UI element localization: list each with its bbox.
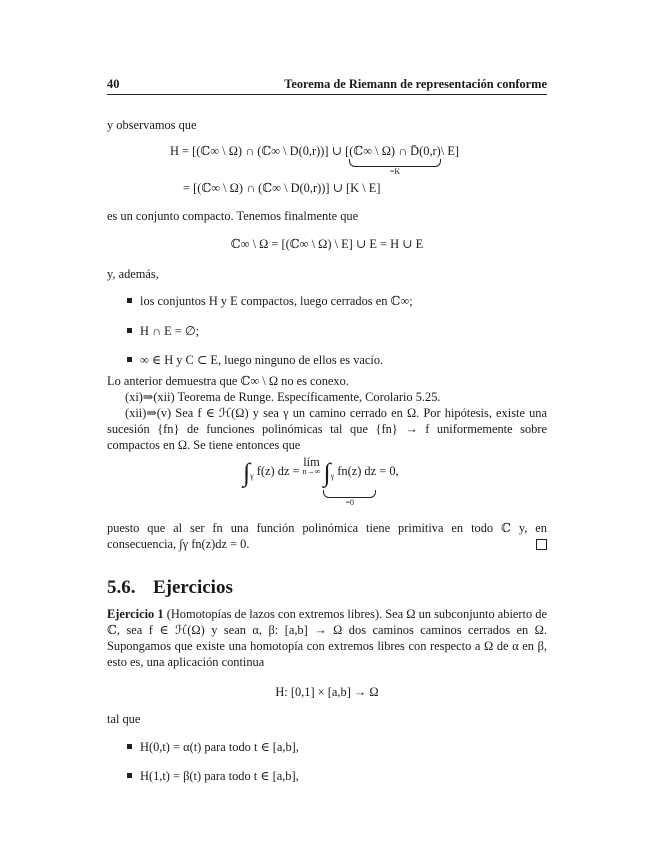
- running-title: Teorema de Riemann de representación conforme: [284, 77, 547, 91]
- section-number: 5.6.: [107, 577, 136, 598]
- running-header: [107, 76, 547, 95]
- limit: lím n→∞: [302, 455, 321, 477]
- integral-brace-content: fn(z) dz: [337, 464, 377, 478]
- paragraph-puesto: puesto que al ser fn una función polinómica tiene primitiva en todo ℂ y, en consecuencia, ∫γ fn(z)dz = 0.: [107, 521, 547, 552]
- equation-H-line1: [170, 143, 460, 177]
- list-item: ∞ ∈ H y C ⊂ E, luego ninguno de ellos es vacío.: [127, 352, 547, 368]
- equation-H-line2: = [(ℂ∞ \ Ω) ∩ (ℂ∞ \ D(0,r))] ∪ [K \ E]: [183, 181, 381, 195]
- bullet-list-2: [127, 739, 547, 784]
- bullet-square-icon: [127, 328, 132, 333]
- list-item: los conjuntos H y E compactos, luego cerrados en ℂ∞;: [127, 293, 547, 309]
- exercise-text: (Homotopías de lazos con extremos libres). Sea Ω un subconjunto abierto de ℂ, sea f ∈ ℋ(Ω) y sean α, β: [a,b] → Ω dos caminos caminos cerrados en Ω. Supongamos que existe una homotopía con extremos libres con respecto a Ω de α en β, esto es, una aplicación continua: [107, 607, 547, 670]
- brace-shape: [349, 159, 441, 167]
- bullet-square-icon: [127, 744, 132, 749]
- bullet-square-icon: [127, 773, 132, 778]
- paragraph-conexo: Lo anterior demuestra que ℂ∞ \ Ω no es conexo.: [107, 374, 349, 388]
- equation-integral: $\int_\gamma$ f(z) dz = lím n→∞ $\int_\gamma$ fn(z) dz =0 = 0,: [243, 455, 399, 507]
- page-number: 40: [107, 77, 120, 91]
- section-heading: [107, 576, 233, 601]
- section-title: Ejercicios: [153, 577, 233, 598]
- underbrace-zero: $\int_\gamma$ fn(z) dz =0: [323, 458, 377, 507]
- exercise-paragraph: [107, 606, 547, 671]
- paragraph-intro: y observamos que: [107, 118, 197, 132]
- paragraph-xi-xii: (xi)⇒(xii) Teorema de Runge. Específicamente, Corolario 5.25.: [125, 390, 441, 404]
- exercise-label: Ejercicio 1: [107, 607, 164, 621]
- list-item: H ∩ E = ∅;: [127, 323, 547, 339]
- integral-right: = 0,: [379, 464, 399, 478]
- brace-label-zero: =0: [345, 497, 355, 507]
- paragraph-tal-que: tal que: [107, 712, 141, 726]
- paragraph-xii-v: (xii)⇒(v) Sea f ∈ ℋ(Ω) y sea γ un camino cerrado en Ω. Por hipótesis, existe una sucesión {fn} de funciones polinómicas tal que {fn} → f uniformemente sobre compactos en Ω. Se tiene entonces que: [107, 406, 547, 453]
- integral-sign: ∫: [243, 458, 251, 487]
- equation-homotopy: H: [0,1] × [a,b] → Ω: [275, 685, 379, 699]
- bullet-square-icon: [127, 298, 132, 303]
- paragraph-compact: es un conjunto compacto. Tenemos finalmente que: [107, 209, 359, 223]
- bullet-square-icon: [127, 357, 132, 362]
- list-item: H(0,t) = α(t) para todo t ∈ [a,b],: [127, 739, 547, 755]
- brace-shape: [323, 490, 376, 498]
- eq-H1-right: \ E]: [440, 144, 460, 158]
- qed-square-icon: [536, 539, 547, 550]
- eq-H1-left: H = [(ℂ∞ \ Ω) ∩ (ℂ∞ \ D(0,r))] ∪ [: [170, 144, 350, 158]
- paragraph-ademas: y, además,: [107, 267, 159, 281]
- eq-H1-brace-content: (ℂ∞ \ Ω) ∩ D̄(0,r): [349, 144, 441, 158]
- list-item: H(1,t) = β(t) para todo t ∈ [a,b],: [127, 768, 547, 784]
- bullet-list-1: [127, 293, 547, 368]
- equation-C-minus-Omega: ℂ∞ \ Ω = [(ℂ∞ \ Ω) \ E] ∪ E = H ∪ E: [230, 237, 424, 251]
- brace-label-K: =K: [389, 167, 401, 177]
- integral-left: f(z) dz =: [256, 464, 300, 478]
- underbrace-K: [349, 143, 441, 177]
